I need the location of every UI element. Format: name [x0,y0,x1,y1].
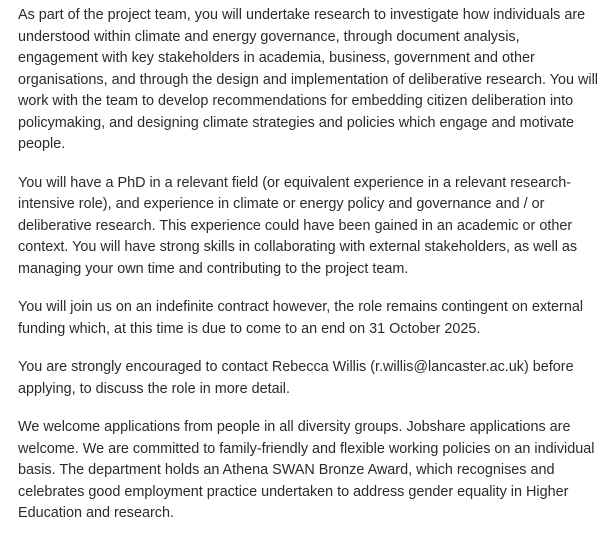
paragraph-contact: You are strongly encouraged to contact Rebecca Willis (r.willis@lancaster.ac.uk) before applying, to discuss the role in more detail. [18,359,574,397]
paragraph-requirements: You will have a PhD in a relevant field (or equivalent experience in a relevant research-intensive role), and experience in climate or energy policy and governance and / or deliberative research. This experience could have been gained in an academic or other context. You will have strong skills in collaborating with external stakeholders, as well as managing your own time and contributing to the project team. [18,174,578,277]
job-description [18,5,598,542]
paragraph-research-role: As part of the project team, you will undertake research to investigate how individuals are understood within climate and energy governance, through document analysis, engagement with key stakeholders in academia, business, government and other organisations, and through the design and implementation of deliberative research. You will work with the team to develop recommendations for embedding citizen deliberation into policymaking, and designing climate strategies and policies which engage and motivate people. [18,7,598,152]
paragraph-contract: You will join us on an indefinite contract however, the role remains contingent on external funding which, at this time is due to come to an end on 31 October 2025. [18,299,584,337]
paragraph-diversity: We welcome applications from people in all diversity groups. Jobshare applications are welcome. We are committed to family-friendly and flexible working policies on an individual basis. The department holds an Athena SWAN Bronze Award, which recognises and celebrates good employment practice undertaken to address gender equality in Higher Education and research. [18,419,595,521]
